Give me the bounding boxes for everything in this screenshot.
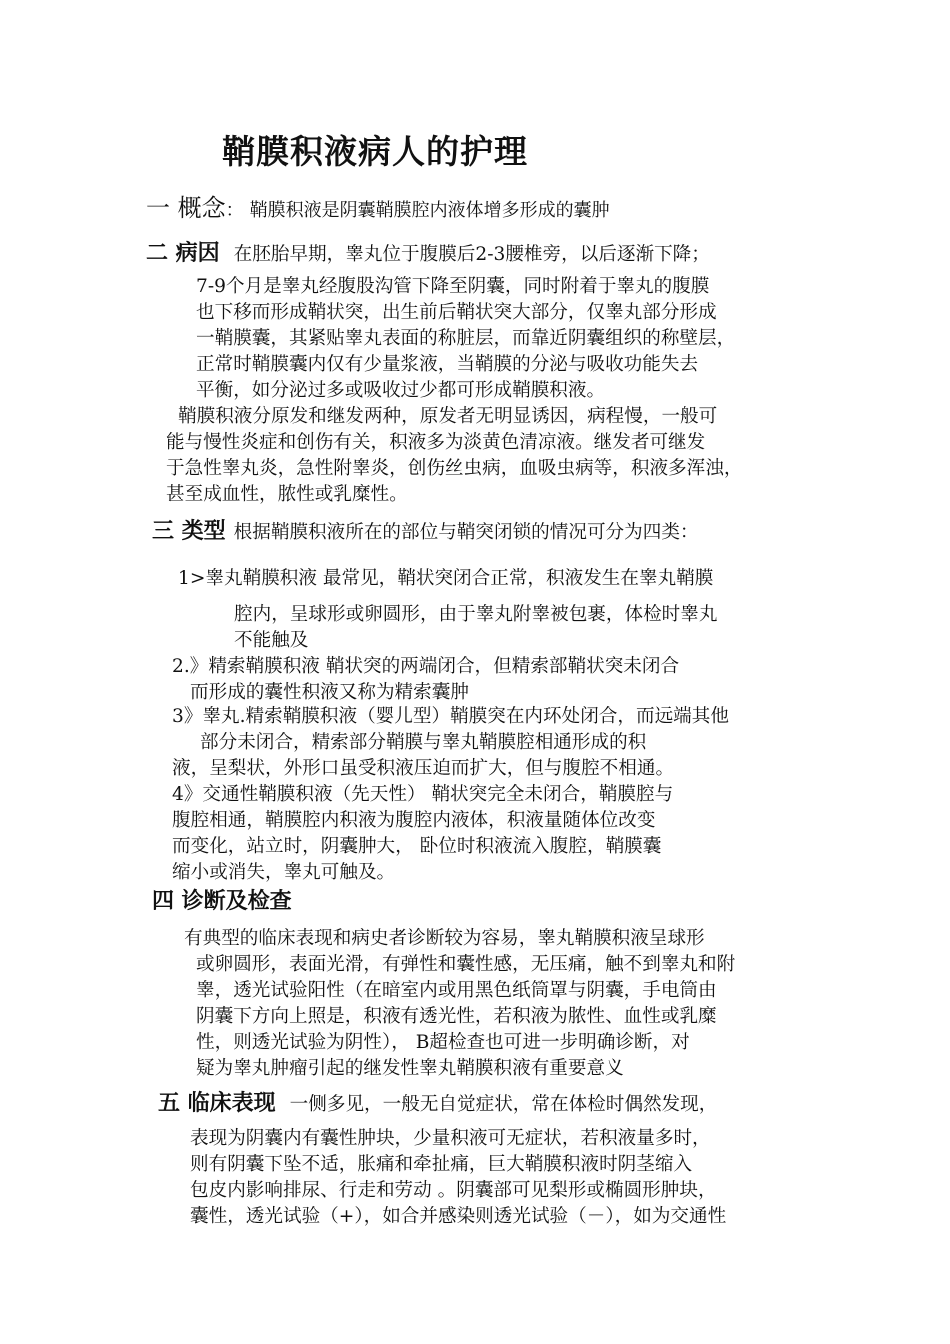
heading-colon: ： <box>225 200 244 221</box>
text-line: 于急性睾丸炎，急性附睾炎，创伤丝虫病，血吸虫病等，积液多浑浊， <box>166 458 743 479</box>
text-line: 也下移而形成鞘状突，出生前后鞘状突大部分，仅睾丸部分形成 <box>196 302 717 323</box>
text-line: 4》交通性鞘膜积液（先天性） 鞘状突完全未闭合，鞘膜腔与 <box>172 784 674 805</box>
text-line: 鞘膜积液分原发和继发两种，原发者无明显诱因，病程慢，一般可 <box>178 406 718 427</box>
text-line: 而变化，站立时，阴囊肿大， 卧位时积液流入腹腔，鞘膜囊 <box>172 836 662 857</box>
text-line: 腹腔相通，鞘膜腔内积液为腹腔内液体，积液量随体位改变 <box>172 810 656 831</box>
section-heading: 一 概念 <box>146 194 226 222</box>
text-line: 平衡，如分泌过多或吸收过少都可形成鞘膜积液。 <box>196 380 606 401</box>
page-title: 鞘膜积液病人的护理 <box>222 132 528 171</box>
text-line: 部分未闭合，精索部分鞘膜与睾丸鞘膜腔相通形成的积 <box>200 732 647 753</box>
section-heading: 二 病因 <box>146 241 220 266</box>
text-line: 正常时鞘膜囊内仅有少量浆液，当鞘膜的分泌与吸收功能失去 <box>196 354 699 375</box>
section-cause <box>146 236 710 267</box>
text-line: 疑为睾丸肿瘤引起的继发性睾丸鞘膜积液有重要意义 <box>196 1058 624 1079</box>
text-line: 性，则透光试验为阴性）， B超检查也可进一步明确诊断，对 <box>196 1032 690 1053</box>
text-line: 1>睾丸鞘膜积液 最常见，鞘状突闭合正常，积液发生在睾丸鞘膜 <box>178 568 714 589</box>
text-line: 则有阴囊下坠不适，胀痛和牵扯痛，巨大鞘膜积液时阴茎缩入 <box>190 1154 693 1175</box>
text-line: 3》睾丸.精索鞘膜积液（婴儿型）鞘膜突在内环处闭合，而远端其他 <box>172 706 729 727</box>
text-line: 液，呈梨状，外形口虽受积液压迫而扩大，但与腹腔不相通。 <box>172 758 675 779</box>
text-line: 2.》精索鞘膜积液 鞘状突的两端闭合，但精索部鞘状突未闭合 <box>172 656 680 677</box>
section-clinical <box>158 1086 717 1117</box>
concept-text: 鞘膜积液是阴囊鞘膜腔内液体增多形成的囊肿 <box>249 200 610 221</box>
text-line: 睾，透光试验阳性（在暗室内或用黑色纸筒罩与阴囊，手电筒由 <box>196 980 717 1001</box>
section-heading: 五 临床表现 <box>158 1091 276 1116</box>
section-types <box>152 514 699 545</box>
text-line: 能与慢性炎症和创伤有关，积液多为淡黄色清凉液。继发者可继发 <box>166 432 706 453</box>
section-heading: 三 类型 <box>152 519 226 544</box>
text-line: 缩小或消失，睾丸可触及。 <box>172 862 396 883</box>
text-line: 阴囊下方向上照是，积液有透光性，若积液为脓性、血性或乳糜 <box>196 1006 717 1027</box>
text-line: 一鞘膜囊，其紧贴睾丸表面的称脏层，而靠近阴囊组织的称壁层， <box>196 328 736 349</box>
section-concept <box>146 188 610 223</box>
text-line: 一侧多见，一般无自觉症状，常在体检时偶然发现， <box>289 1094 718 1115</box>
text-line: 根据鞘膜积液所在的部位与鞘突闭锁的情况可分为四类： <box>233 522 699 543</box>
text-line: 甚至成血性，脓性或乳糜性。 <box>166 484 408 505</box>
text-line: 腔内，呈球形或卵圆形，由于睾丸附睾被包裹，体检时睾丸 <box>234 604 718 625</box>
text-line: 在胚胎早期，睾丸位于腹膜后2-3腰椎旁，以后逐渐下降； <box>233 244 710 265</box>
text-line: 不能触及 <box>234 630 309 651</box>
section-heading: 四 诊断及检查 <box>152 889 292 914</box>
text-line: 有典型的临床表现和病史者诊断较为容易，睾丸鞘膜积液呈球形 <box>184 928 705 949</box>
text-line: 表现为阴囊内有囊性肿块，少量积液可无症状，若积液量多时， <box>190 1128 711 1149</box>
text-line: 7-9个月是睾丸经腹股沟管下降至阴囊，同时附着于睾丸的腹膜 <box>196 276 710 297</box>
text-line: 而形成的囊性积液又称为精索囊肿 <box>190 682 469 703</box>
text-line: 或卵圆形，表面光滑，有弹性和囊性感，无压痛，触不到睾丸和附 <box>196 954 736 975</box>
text-line: 包皮内影响排尿、行走和劳动 。阴囊部可见梨形或椭圆形肿块， <box>190 1180 717 1201</box>
text-line: 囊性，透光试验（+），如合并感染则透光试验（－），如为交通性 <box>190 1206 727 1227</box>
